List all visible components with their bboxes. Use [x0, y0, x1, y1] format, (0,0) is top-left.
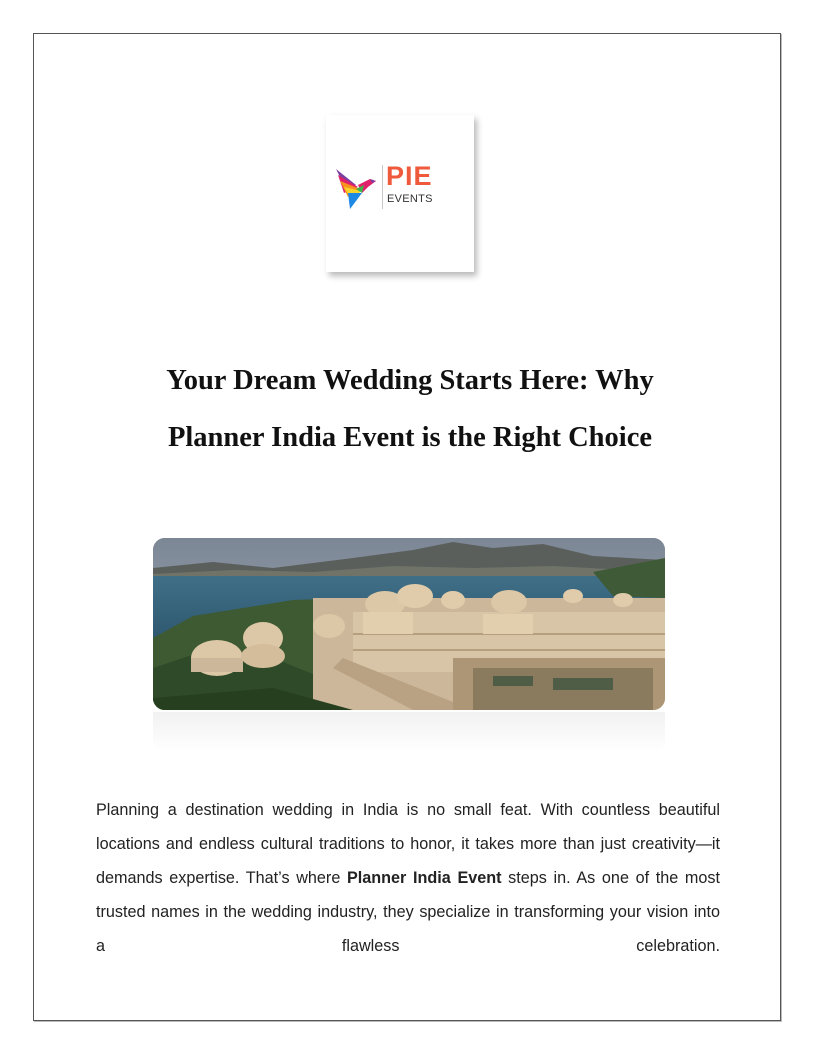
bird-logo-icon	[334, 163, 378, 211]
palace-photo	[153, 538, 665, 710]
document-title	[60, 352, 760, 466]
logo-divider	[382, 165, 383, 209]
body-paragraph	[96, 793, 720, 963]
body-text-part-2: steps in. As one of the most trusted names in the wedding industry, they specialize in transforming your vision into a flawless celebration.	[96, 869, 720, 955]
title-line-2: Planner India Event is the Right Choice	[167, 422, 652, 453]
logo-brand-subtitle: EVENTS	[387, 193, 433, 205]
photo-reflection	[153, 712, 665, 752]
palace-illustration	[153, 538, 665, 710]
body-text-bold: Planner India Event	[346, 869, 502, 887]
logo-card	[326, 115, 474, 272]
logo-brand-name: PIE	[386, 161, 433, 191]
title-line-1: Your Dream Wedding Starts Here: Why	[166, 365, 654, 396]
body-text-part-1: Planning a destination wedding in India is no small feat. With countless beautiful locations and endless cultural traditions to honor, it takes more than just creativity—it demands expertise. That’s where	[96, 801, 720, 887]
